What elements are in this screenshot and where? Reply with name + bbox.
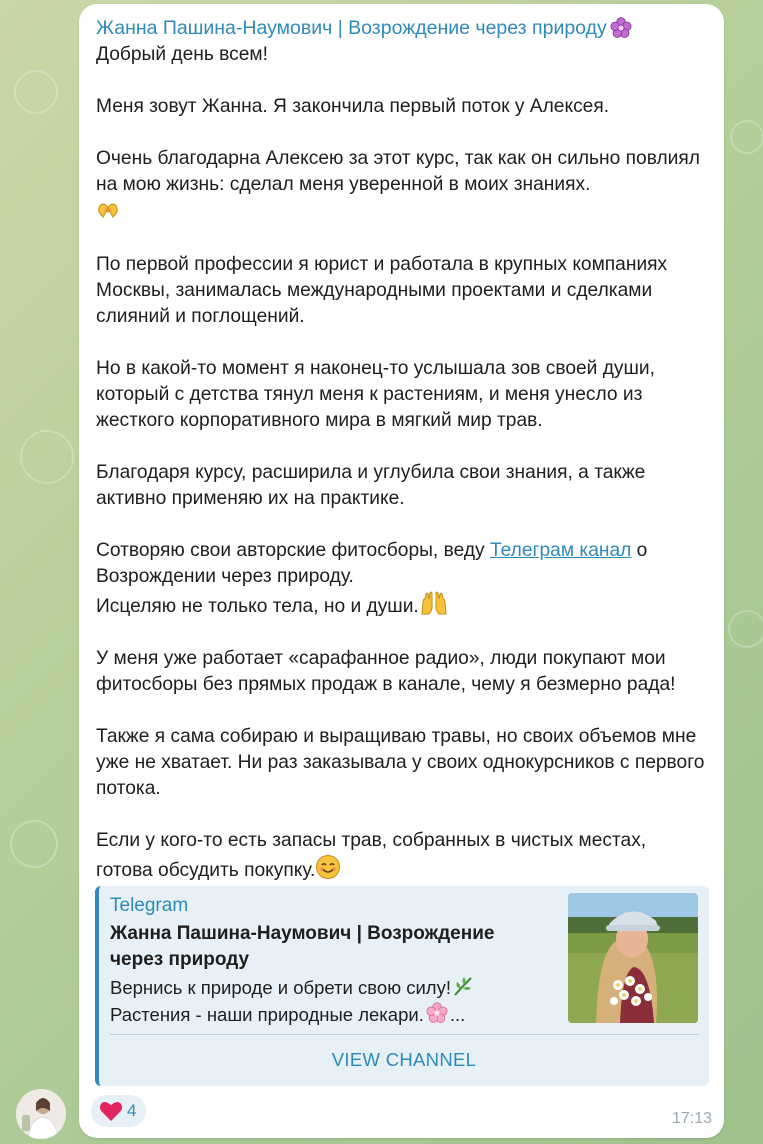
message-paragraph	[96, 724, 708, 802]
link-preview-card[interactable]	[95, 886, 709, 1086]
preview-description	[110, 974, 550, 1028]
bg-doodle	[10, 820, 58, 868]
message-paragraph	[96, 646, 708, 698]
avatar-photo	[16, 1089, 66, 1139]
bg-doodle	[20, 430, 74, 484]
text-line: Если у кого-то есть запасы трав, собранных в чистых местах, готова обсудить покупку.	[96, 830, 647, 881]
raising-hands-icon	[419, 590, 449, 616]
text-line: Добрый день всем!	[96, 44, 268, 65]
bg-doodle	[730, 120, 763, 154]
herb-icon	[451, 974, 475, 998]
sender-avatar[interactable]	[16, 1089, 66, 1139]
message-paragraph	[96, 252, 708, 330]
smiling-face-icon	[315, 854, 341, 880]
preview-desc-line: Вернись к природе и обрети свою силу!	[110, 977, 451, 998]
preview-ellipsis: ...	[449, 1004, 466, 1025]
blossom-icon	[609, 16, 633, 40]
sender-name-text[interactable]: Жанна Пашина-Наумович | Возрождение через природу	[96, 17, 607, 39]
text-line: Исцеляю не только тела, но и души.	[96, 596, 419, 617]
heart-icon	[99, 1100, 123, 1122]
text-line: Сотворяю свои авторские фитосборы, веду	[96, 540, 485, 561]
telegram-channel-link[interactable]: Телеграм канал	[489, 540, 632, 561]
message-paragraph	[96, 42, 708, 68]
message-text	[96, 42, 708, 884]
text-line: Но в какой-то момент я наконец-то услышала зов своей души, который с детства тянул меня к растениям, и меня унесло из жесткого корпоративного мира в мягкий мир трав.	[96, 358, 655, 431]
reaction-count: 4	[127, 1101, 137, 1120]
reaction-heart[interactable]	[91, 1095, 146, 1127]
message-bubble	[79, 4, 724, 1138]
text-line: Меня зовут Жанна. Я закончила первый поток у Алексея.	[96, 96, 610, 117]
preview-divider	[110, 1034, 699, 1035]
heart-hands-icon	[96, 198, 120, 222]
channel-photo-image	[568, 893, 698, 1023]
text-line: Благодаря курсу, расширила и углубила свои знания, а также активно применяю их на практике.	[96, 462, 646, 509]
message-time: 17:13	[671, 1110, 712, 1127]
text-line: У меня уже работает «сарафанное радио», люди покупают мои фитосборы без прямых продаж в канале, чему я безмерно рада!	[96, 648, 676, 695]
preview-source: Telegram	[110, 895, 189, 916]
view-channel-button[interactable]: VIEW CHANNEL	[331, 1049, 477, 1070]
message-paragraph	[96, 460, 708, 512]
text-line: Очень благодарна Алексею за этот курс, так как он сильно повлиял на мою жизнь: сделал меня уверенной в моих знаниях.	[96, 148, 700, 195]
text-line: Также я сама собираю и выращиваю травы, но своих объемов мне уже не хватает. Ни раз заказывала у своих однокурсников с первого потока.	[96, 726, 705, 799]
channel-photo[interactable]	[568, 893, 698, 1023]
bg-doodle	[14, 70, 58, 114]
preview-title: Жанна Пашина-Наумович | Возрождение через природу	[110, 923, 495, 970]
message-paragraph	[96, 828, 708, 884]
text-line: По первой профессии я юрист и работала в крупных компаниях Москвы, занималась международными проектами и сделками слияний и поглощений.	[96, 254, 668, 327]
sender-name[interactable]	[96, 16, 708, 40]
message-paragraph	[96, 538, 708, 620]
message-paragraph	[96, 146, 708, 226]
message-paragraph	[96, 94, 708, 120]
bg-doodle	[728, 610, 763, 648]
text-line: о Возрождении через природу.	[96, 540, 648, 587]
preview-desc-line: Растения - наши природные лекари.	[110, 1004, 424, 1025]
message-paragraph	[96, 356, 708, 434]
cherry-blossom-icon	[424, 1001, 450, 1025]
